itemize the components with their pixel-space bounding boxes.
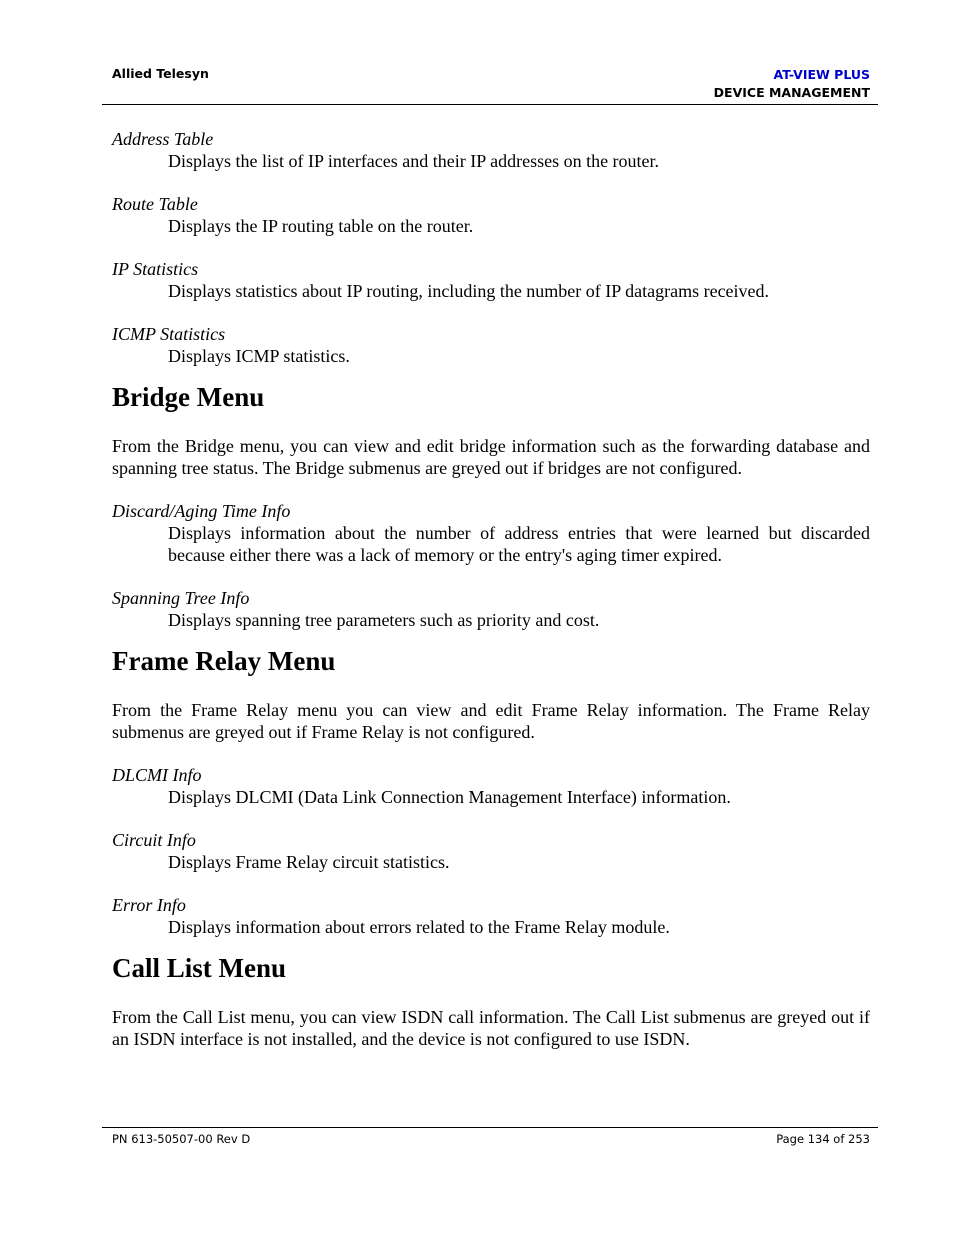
def-term: Circuit Info: [112, 830, 196, 850]
def-term: Spanning Tree Info: [112, 588, 250, 608]
frame-relay-intro: From the Frame Relay menu you can view and edit Frame Relay information. The Frame Relay submenus are greyed out if Frame Relay is not configured.: [112, 700, 870, 742]
section-heading-call-list: Call List Menu: [112, 953, 287, 983]
footer-rule: [102, 1127, 878, 1128]
def-desc: Displays ICMP statistics.: [168, 346, 350, 366]
def-desc: Displays information about the number of address entries that were learned but discarded because either there was a lack of memory or the entry's aging timer expired.: [168, 523, 870, 565]
header-company: Allied Telesyn: [112, 66, 209, 81]
def-item: [112, 128, 870, 172]
def-desc: Displays statistics about IP routing, including the number of IP datagrams received.: [168, 281, 770, 301]
section-heading-bridge: Bridge Menu: [112, 382, 265, 412]
def-desc: Displays DLCMI (Data Link Connection Management Interface) information.: [168, 787, 731, 807]
footer-part-number: PN 613-50507-00 Rev D: [112, 1132, 251, 1146]
def-item: [112, 587, 870, 631]
def-term: Discard/Aging Time Info: [112, 501, 291, 521]
def-term: DLCMI Info: [112, 765, 202, 785]
def-term: ICMP Statistics: [112, 324, 226, 344]
def-item: [112, 258, 870, 302]
def-desc: Displays spanning tree parameters such as priority and cost.: [168, 610, 600, 630]
def-item: [112, 500, 870, 566]
def-term: Error Info: [112, 895, 186, 915]
section-heading-frame-relay: Frame Relay Menu: [112, 646, 336, 676]
def-item: [112, 764, 870, 808]
bridge-intro: From the Bridge menu, you can view and edit bridge information such as the forwarding database and spanning tree status. The Bridge submenus are greyed out if bridges are not configured.: [112, 436, 870, 478]
def-desc: Displays information about errors related to the Frame Relay module.: [168, 917, 670, 937]
footer-page-number: Page 134 of 253: [776, 1132, 870, 1146]
header-product: AT-VIEW PLUS: [773, 67, 870, 82]
def-desc: Displays Frame Relay circuit statistics.: [168, 852, 450, 872]
header-section: DEVICE MANAGEMENT: [713, 85, 870, 100]
call-list-intro: From the Call List menu, you can view ISDN call information. The Call List submenus are greyed out if an ISDN interface is not installed, and the device is not configured to use ISDN.: [112, 1007, 870, 1049]
def-desc: Displays the list of IP interfaces and their IP addresses on the router.: [168, 151, 660, 171]
def-item: [112, 193, 870, 237]
header-rule: [102, 104, 878, 105]
def-desc: Displays the IP routing table on the router.: [168, 216, 474, 236]
page-content: [112, 128, 870, 1071]
def-term: Address Table: [112, 129, 214, 149]
def-item: [112, 894, 870, 938]
def-item: [112, 323, 870, 367]
def-item: [112, 829, 870, 873]
header-right: [714, 66, 870, 102]
def-term: IP Statistics: [112, 259, 199, 279]
def-term: Route Table: [112, 194, 198, 214]
